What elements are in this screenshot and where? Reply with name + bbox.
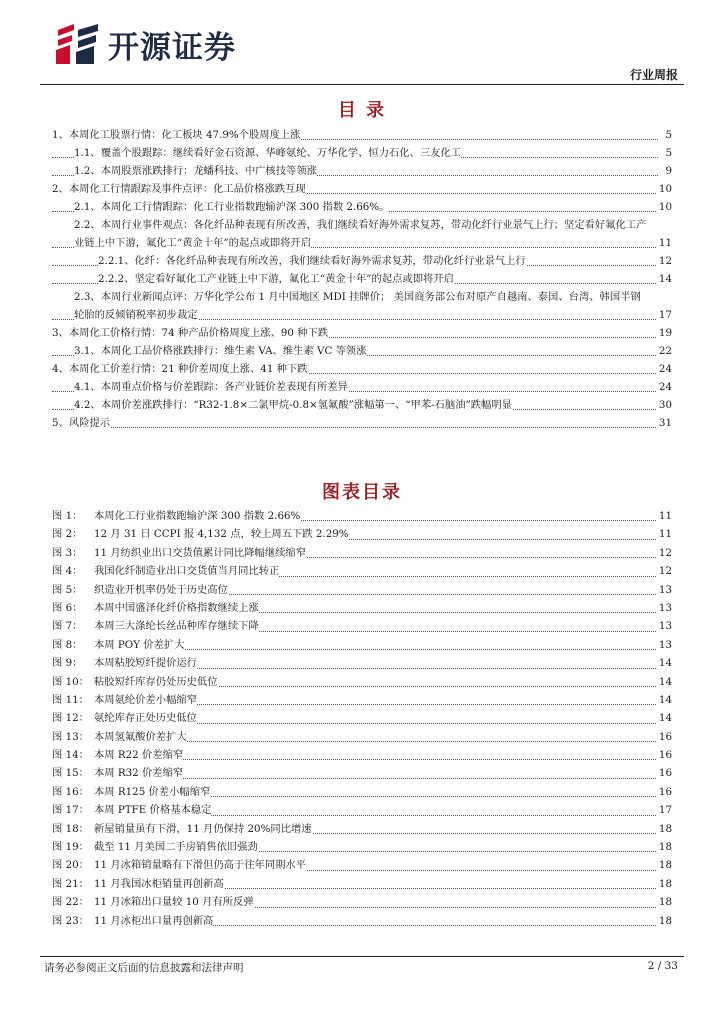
toc-entry[interactable]: [52, 126, 672, 144]
figure-page: 17: [657, 801, 672, 819]
figure-page: 16: [657, 728, 672, 746]
footer-divider: [40, 956, 684, 957]
toc-entry-text: 风险提示: [68, 417, 111, 429]
figure-caption: 本周 R32 价差缩窄: [94, 767, 184, 780]
figure-caption: 我国化纤制造业出口交货值当月同比转正: [94, 565, 280, 578]
figure-label: 图 12：: [52, 709, 94, 727]
report-type-label: 行业周报: [629, 68, 678, 82]
figure-caption: 本周 PTFE 价格基本稳定: [94, 804, 212, 817]
figure-label: 图 17：: [52, 801, 94, 819]
figure-entry[interactable]: [52, 893, 672, 911]
figure-page: 13: [657, 636, 672, 654]
figure-caption: 11 月冰箱出口量较 10 月有所反弹: [94, 896, 254, 909]
toc-entry-page: 22: [657, 342, 672, 360]
toc-entry-number: 1.2、: [74, 165, 101, 177]
figure-page: 18: [657, 820, 672, 838]
figure-label: 图 9：: [52, 654, 94, 672]
company-logo: [54, 24, 236, 64]
figure-caption: 本周粘胶短纤提价运行: [94, 657, 197, 670]
company-name: 开源证券: [108, 29, 236, 66]
figure-page: 18: [657, 856, 672, 874]
figure-page: 11: [657, 525, 672, 543]
toc-entry[interactable]: [52, 216, 672, 252]
toc-entry-page: 30: [657, 396, 672, 414]
toc-entry-text: 本周价差涨跌排行：“R32-1.8×二氯甲烷-0.8×氢氟酸”涨幅第一、“甲苯-石脑油”跌幅明显: [100, 399, 512, 411]
figure-label: 图 6：: [52, 599, 94, 617]
toc-entry-number: 2.3、: [74, 291, 101, 303]
figure-page: 13: [657, 617, 672, 635]
toc-entry-number: 3、: [52, 327, 69, 339]
dot-leader: [52, 427, 658, 428]
figure-caption: 11 月冰柜出口量再创新高: [94, 914, 214, 927]
figure-entry[interactable]: [52, 783, 672, 801]
figure-caption: 粘胶短纤库存仍处历史低位: [94, 675, 218, 688]
figure-caption: 新屋销量虽有下滑，11 月仍保持 20%同比增速: [94, 822, 312, 835]
figure-label: 图 21：: [52, 875, 94, 893]
toc-entry-page: 17: [657, 306, 672, 324]
logo-mark-icon: [54, 24, 102, 64]
figure-entry[interactable]: [52, 562, 672, 580]
figure-page: 14: [657, 691, 672, 709]
toc-entry-number: 5、: [52, 417, 69, 429]
toc-entry-page: 12: [657, 252, 672, 270]
toc-entry-page: 31: [657, 414, 672, 432]
toc-entry-text: 覆盖个股跟踪：继续看好金石资源、华峰氨纶、万华化学、恒力石化、三友化工: [100, 147, 462, 159]
figure-label: 图 14：: [52, 746, 94, 764]
toc-entry-text: 化纤：各化纤品种表现有所改善，我们继续看好海外需求复苏，带动化纤行业景气上行: [134, 255, 526, 267]
toc-entry-number: 3.1、: [74, 345, 101, 357]
toc-entry-text: 本周股票涨跌排行：龙蟠科技、中广核技等领涨: [100, 165, 317, 177]
figure-entry[interactable]: [52, 636, 672, 654]
figure-label: 图 2：: [52, 525, 94, 543]
figure-caption: 本周 POY 价差扩大: [94, 638, 185, 651]
figure-entry[interactable]: [52, 525, 672, 543]
header-divider: [40, 84, 684, 85]
figure-caption: 11 月纺织业出口交货值累计同比降幅继续缩窄: [94, 546, 307, 559]
figure-entry[interactable]: [52, 801, 672, 819]
figure-entry[interactable]: [52, 746, 672, 764]
figure-page: 13: [657, 581, 672, 599]
table-of-contents: [52, 126, 672, 432]
figure-entry[interactable]: [52, 544, 672, 562]
figures-title: 图表目录: [322, 482, 402, 503]
toc-entry[interactable]: [52, 324, 672, 342]
toc-entry-number: 2.2.1、: [98, 255, 135, 267]
toc-entry[interactable]: [52, 270, 672, 288]
figure-entry[interactable]: [52, 856, 672, 874]
figure-caption: 织造业开机率仍处于历史高位: [94, 583, 228, 596]
toc-entry[interactable]: [52, 414, 672, 432]
figure-page: 16: [657, 783, 672, 801]
toc-entry-page: 10: [657, 198, 672, 216]
toc-entry[interactable]: [52, 288, 672, 324]
figure-page: 18: [657, 838, 672, 856]
figure-entry[interactable]: [52, 709, 672, 727]
figure-entry[interactable]: [52, 764, 672, 782]
figure-caption: 本周氨纶价差小幅缩窄: [94, 693, 197, 706]
toc-entry-number: 2.1、: [74, 201, 101, 213]
figure-entry[interactable]: [52, 581, 672, 599]
toc-entry-number: 1.1、: [74, 147, 101, 159]
toc-entry-page: 9: [663, 162, 672, 180]
figure-caption: 本周 R22 价差缩窄: [94, 749, 184, 762]
figure-page: 12: [657, 562, 672, 580]
figure-caption: 12 月 31 日 CCPI 报 4,132 点，较上周五下跌 2.29%: [94, 528, 349, 541]
figure-entry[interactable]: [52, 728, 672, 746]
toc-entry-number: 1、: [52, 129, 69, 141]
figure-label: 图 22：: [52, 893, 94, 911]
toc-entry-page: 5: [663, 126, 672, 144]
toc-entry-text: 本周化工股票行情：化工板块 47.9%个股周度上涨: [68, 129, 301, 141]
toc-entry-page: 24: [657, 378, 672, 396]
figure-caption: 11 月我国冰柜销量再创新高: [94, 877, 224, 890]
figure-label: 图 15：: [52, 764, 94, 782]
toc-entry-text: 本周化工行情跟踪：化工行业指数跑输沪深 300 指数 2.66%。: [100, 201, 390, 213]
toc-entry[interactable]: [52, 180, 672, 198]
figure-label: 图 1：: [52, 507, 94, 525]
toc-entry-text: 本周化工价差行情：21 种价差周度上涨、41 种下跌: [68, 363, 308, 375]
figure-label: 图 19：: [52, 838, 94, 856]
toc-entry-number: 2.2.2、: [98, 273, 135, 285]
figure-page: 13: [657, 599, 672, 617]
figure-label: 图 10：: [52, 673, 94, 691]
figure-caption: 截至 11 月美国二手房销售依旧强劲: [94, 841, 258, 854]
toc-entry-page: 14: [657, 270, 672, 288]
figure-label: 图 7：: [52, 617, 94, 635]
toc-entry-page: 24: [657, 360, 672, 378]
toc-entry-page: 11: [657, 234, 672, 252]
figure-label: 图 8：: [52, 636, 94, 654]
toc-entry-text: 本周化工品价格涨跌排行：维生素 VA、维生素 VC 等领涨: [100, 345, 367, 357]
footer-page-number: 2 / 33: [647, 960, 678, 972]
figure-entry[interactable]: [52, 838, 672, 856]
figure-label: 图 3：: [52, 544, 94, 562]
toc-entry-number: 2、: [52, 183, 69, 195]
toc-entry-number: 2.2、: [74, 219, 101, 231]
figure-caption: 本周 R125 价差小幅缩窄: [94, 785, 211, 798]
toc-title: 目 录: [337, 100, 387, 121]
figure-caption: 本周化工行业指数跑输沪深 300 指数 2.66%: [94, 510, 301, 522]
toc-entry-page: 5: [663, 144, 672, 162]
figure-page: 16: [657, 746, 672, 764]
figure-label: 图 23：: [52, 912, 94, 930]
toc-entry[interactable]: [52, 378, 672, 396]
toc-entry-number: 4、: [52, 363, 69, 375]
toc-entry-text: 本周行业新闻点评：万华化学公布 1 月中国地区 MDI 挂牌价； 美国商务部公布对原产自越南、泰国、台湾、韩国半钢轮胎的反倾销税率初步裁定: [74, 291, 641, 321]
figure-label: 图 16：: [52, 783, 94, 801]
figure-page: 14: [657, 673, 672, 691]
toc-entry-text: 本周行业事件观点：各化纤品种表现有所改善，我们继续看好海外需求复苏，带动化纤行业景气上行；坚定看好氟化工产业链上中下游，氟化工“黄金十年”的起点或即将开启: [74, 219, 647, 249]
figure-label: 图 4：: [52, 562, 94, 580]
figure-entry[interactable]: [52, 617, 672, 635]
toc-entry[interactable]: [52, 342, 672, 360]
figure-entry[interactable]: [52, 507, 672, 525]
toc-entry-number: 4.1、: [74, 381, 101, 393]
figure-label: 图 13：: [52, 728, 94, 746]
toc-entry[interactable]: [52, 198, 672, 216]
figure-label: 图 20：: [52, 856, 94, 874]
figures-list: [52, 507, 672, 930]
toc-entry[interactable]: [52, 252, 672, 270]
footer-disclaimer: 请务必参阅正文后面的信息披露和法律声明: [44, 962, 244, 974]
figure-caption: 本周中国盛泽化纤价格指数继续上涨: [94, 601, 259, 614]
figure-entry[interactable]: [52, 673, 672, 691]
figure-entry[interactable]: [52, 875, 672, 893]
figure-page: 18: [657, 912, 672, 930]
figure-entry[interactable]: [52, 654, 672, 672]
toc-entry-page: 10: [657, 180, 672, 198]
figure-page: 14: [657, 709, 672, 727]
figure-page: 18: [657, 875, 672, 893]
figure-page: 11: [657, 507, 672, 525]
figure-entry[interactable]: [52, 820, 672, 838]
toc-entry[interactable]: [52, 360, 672, 378]
toc-entry-text: 本周重点价格与价差跟踪：各产业链价差表现有所差异: [100, 381, 348, 393]
toc-entry[interactable]: [52, 144, 672, 162]
toc-entry-text: 坚定看好氟化工产业链上中下游，氟化工“黄金十年”的起点或即将开启: [134, 273, 454, 285]
figure-page: 16: [657, 764, 672, 782]
toc-entry-page: 19: [657, 324, 672, 342]
figure-caption: 本周三大涤纶长丝品种库存继续下降: [94, 620, 259, 633]
figure-label: 图 11：: [52, 691, 94, 709]
figure-entry[interactable]: [52, 912, 672, 930]
figure-page: 12: [657, 544, 672, 562]
figure-entry[interactable]: [52, 691, 672, 709]
toc-entry[interactable]: [52, 162, 672, 180]
figure-caption: 本周氢氟酸价差扩大: [94, 730, 187, 743]
figure-entry[interactable]: [52, 599, 672, 617]
figure-page: 18: [657, 893, 672, 911]
figure-label: 图 18：: [52, 820, 94, 838]
figure-caption: 氨纶库存正处历史低位: [94, 712, 197, 725]
toc-entry-text: 本周化工行情跟踪及事件点评：化工品价格涨跌互现: [68, 183, 306, 195]
toc-entry[interactable]: [52, 396, 672, 414]
toc-entry-text: 本周化工价格行情：74 种产品价格周度上涨、90 种下跌: [68, 327, 329, 339]
figure-caption: 11 月冰箱销量略有下滑但仍高于往年同期水平: [94, 859, 307, 872]
figure-page: 14: [657, 654, 672, 672]
figure-label: 图 5：: [52, 581, 94, 599]
toc-entry-number: 4.2、: [74, 399, 101, 411]
